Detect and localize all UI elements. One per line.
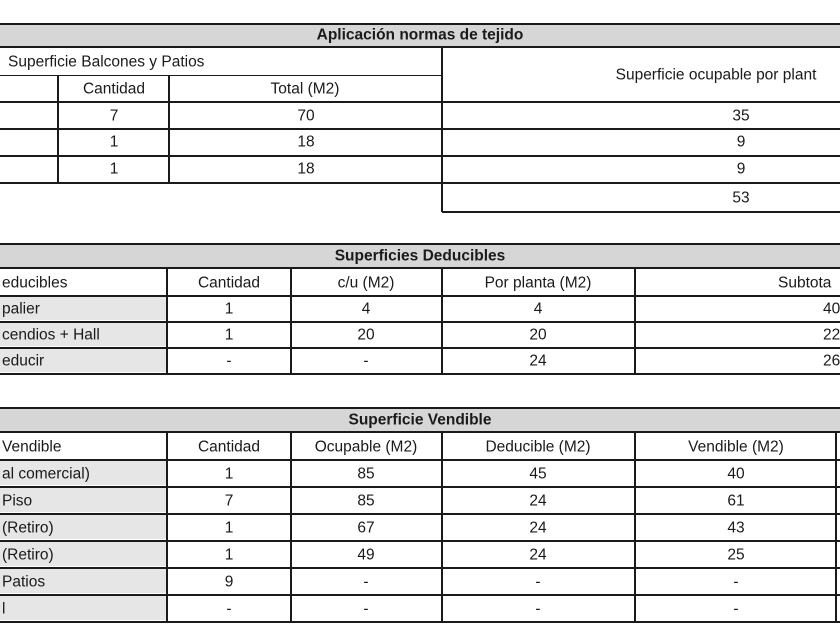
section3-row5-deducible: - bbox=[535, 573, 541, 591]
section3-row5-label: Patios bbox=[2, 573, 46, 591]
s3-line-hdr bbox=[0, 459, 840, 461]
section3-row1-deducible: 45 bbox=[529, 465, 547, 483]
section3-header-3: Deducible (M2) bbox=[485, 438, 591, 456]
section2-row2-planta: 20 bbox=[529, 326, 547, 344]
section3-row6-cantidad: - bbox=[226, 600, 232, 618]
section3-row6-vendible: - bbox=[733, 600, 739, 618]
section1-row2-cantidad: 1 bbox=[109, 133, 119, 151]
section2-header-4: Subtota bbox=[778, 274, 832, 292]
section3-row6-ocupable: - bbox=[363, 600, 369, 618]
section2-row1-cu: 4 bbox=[361, 300, 371, 318]
section1-row2-ocupable: 9 bbox=[736, 133, 746, 151]
s3-vline-b bbox=[290, 432, 292, 622]
section3-title: Superficie Vendible bbox=[348, 411, 492, 429]
section1-row1-total: 70 bbox=[297, 107, 315, 125]
section1-row3-total: 18 bbox=[297, 160, 315, 178]
section3-header-0: Vendible bbox=[2, 438, 62, 456]
section3-row5-vendible: - bbox=[733, 573, 739, 591]
s1-line-r2 bbox=[0, 155, 840, 157]
s1-line-title bbox=[0, 46, 840, 48]
section1-row2-total: 18 bbox=[297, 133, 315, 151]
s3-line-top bbox=[0, 407, 840, 409]
section2-row1-planta: 4 bbox=[533, 300, 543, 318]
section3-row2-cantidad: 7 bbox=[224, 492, 234, 510]
section1-col-total: Total (M2) bbox=[270, 80, 340, 98]
s2-line-r1 bbox=[0, 321, 840, 323]
section2-row2-label: cendios + Hall bbox=[2, 326, 100, 344]
section3-row3-ocupable: 67 bbox=[357, 519, 375, 537]
s1-line-r1 bbox=[0, 128, 840, 130]
section3-row2-deducible: 24 bbox=[529, 492, 547, 510]
s3-line-r6 bbox=[0, 621, 840, 623]
s3-line-r3 bbox=[0, 540, 840, 542]
section3-row2-label: Piso bbox=[2, 492, 33, 510]
section3-row1-cantidad: 1 bbox=[224, 465, 234, 483]
section3-row4-label: (Retiro) bbox=[2, 546, 54, 564]
s3-line-r4 bbox=[0, 567, 840, 569]
section2-header-2: c/u (M2) bbox=[337, 274, 395, 292]
section1-row3-cantidad: 1 bbox=[109, 160, 119, 178]
section3-label-bg-6 bbox=[0, 595, 166, 620]
section3-row3-deducible: 24 bbox=[529, 519, 547, 537]
section2-row3-subtotal: 26 bbox=[823, 352, 840, 370]
s1-vline-c bbox=[441, 47, 443, 212]
s1-line-r3 bbox=[0, 182, 840, 184]
section2-header-1: Cantidad bbox=[197, 274, 261, 292]
section3-row1-label: al comercial) bbox=[2, 465, 90, 483]
s1-line-sub bbox=[0, 75, 442, 76]
s1-line-colhdr bbox=[0, 101, 840, 103]
section2-row1-cantidad: 1 bbox=[224, 300, 234, 318]
s3-vline-e bbox=[835, 432, 837, 622]
section2-header-0: educibles bbox=[2, 274, 68, 292]
section3-row4-cantidad: 1 bbox=[224, 546, 234, 564]
s3-vline-a bbox=[166, 432, 168, 622]
section3-row6-label: l bbox=[2, 600, 6, 618]
section1-row3-ocupable: 9 bbox=[736, 160, 746, 178]
section3-row1-vendible: 40 bbox=[727, 465, 745, 483]
section2-row1-label: palier bbox=[2, 300, 40, 318]
section3-row3-cantidad: 1 bbox=[224, 519, 234, 537]
section2-row1-subtotal: 40 bbox=[823, 300, 840, 318]
s3-line-r2 bbox=[0, 513, 840, 515]
section3-row2-vendible: 61 bbox=[727, 492, 745, 510]
section1-subtitle: Superficie Balcones y Patios bbox=[8, 53, 205, 71]
s2-vline-b bbox=[290, 268, 292, 374]
section3-row3-label: (Retiro) bbox=[2, 519, 54, 537]
s2-line-hdr bbox=[0, 295, 840, 297]
s1-line-top bbox=[0, 23, 840, 25]
s1-line-sum bbox=[442, 211, 840, 213]
s1-vline-a bbox=[57, 75, 59, 183]
s2-vline-a bbox=[166, 268, 168, 374]
section3-row2-ocupable: 85 bbox=[357, 492, 375, 510]
s3-line-r5 bbox=[0, 594, 840, 596]
section3-row5-cantidad: 9 bbox=[224, 573, 234, 591]
s3-vline-d bbox=[634, 432, 636, 622]
section3-row4-vendible: 25 bbox=[727, 546, 745, 564]
s2-line-top bbox=[0, 243, 840, 245]
section3-row4-deducible: 24 bbox=[529, 546, 547, 564]
section3-header-2: Ocupable (M2) bbox=[314, 438, 418, 456]
section2-row3-cantidad: - bbox=[226, 352, 232, 370]
s3-line-r1 bbox=[0, 486, 840, 488]
section1-col-ocupable: Superficie ocupable por plant bbox=[615, 66, 817, 84]
section3-row3-vendible: 43 bbox=[727, 519, 745, 537]
s2-vline-c bbox=[441, 268, 443, 374]
section2-row3-cu: - bbox=[363, 352, 369, 370]
s3-line-title bbox=[0, 431, 840, 433]
section2-row2-subtotal: 22 bbox=[823, 326, 840, 344]
s2-line-title bbox=[0, 267, 840, 269]
section3-row6-deducible: - bbox=[535, 600, 541, 618]
section3-header-4: Vendible (M2) bbox=[688, 438, 784, 456]
section2-row3-label: educir bbox=[2, 352, 45, 370]
section2-header-3: Por planta (M2) bbox=[484, 274, 592, 292]
section1-title: Aplicación normas de tejido bbox=[316, 26, 524, 44]
s2-vline-d bbox=[634, 268, 636, 374]
section2-row3-planta: 24 bbox=[529, 352, 547, 370]
section1-row1-ocupable: 35 bbox=[732, 107, 750, 125]
section1-sum-ocupable: 53 bbox=[732, 189, 750, 207]
s1-vline-b bbox=[168, 75, 170, 183]
section2-title: Superficies Deducibles bbox=[334, 247, 506, 265]
section3-row5-ocupable: - bbox=[363, 573, 369, 591]
s2-line-r2 bbox=[0, 347, 840, 349]
section1-col-cantidad: Cantidad bbox=[82, 80, 146, 98]
section3-row4-ocupable: 49 bbox=[357, 546, 375, 564]
section3-row1-ocupable: 85 bbox=[357, 465, 375, 483]
section3-header-1: Cantidad bbox=[197, 438, 261, 456]
section1-row1-cantidad: 7 bbox=[109, 107, 119, 125]
s2-line-r3 bbox=[0, 373, 840, 375]
s3-vline-c bbox=[441, 432, 443, 622]
section2-row2-cantidad: 1 bbox=[224, 326, 234, 344]
section2-row2-cu: 20 bbox=[357, 326, 375, 344]
